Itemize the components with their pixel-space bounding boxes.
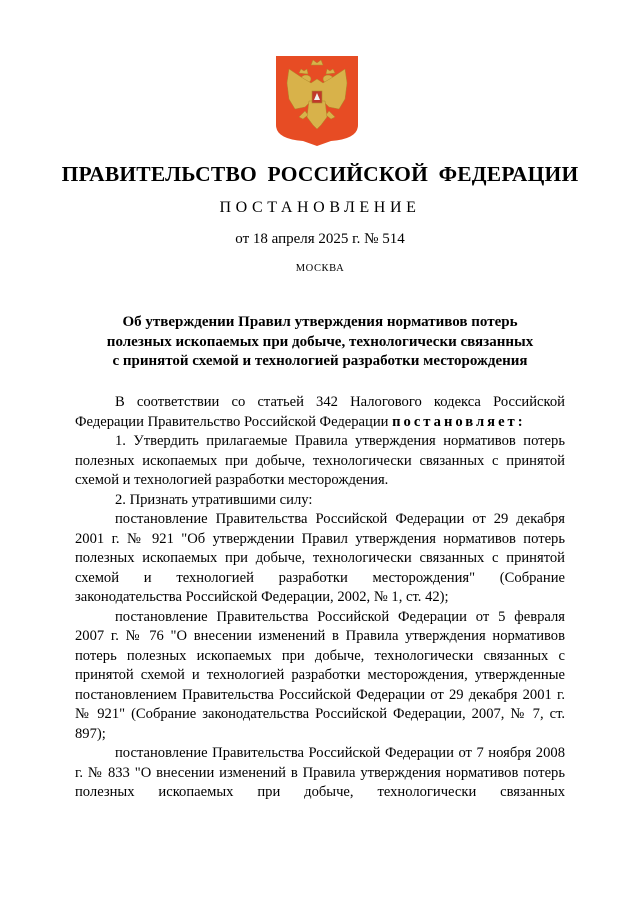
resolves-keyword: постановляет: — [392, 413, 526, 430]
document-body — [75, 393, 565, 803]
subject-line: Об утверждении Правил утверждения нормативов потерь — [122, 314, 518, 330]
government-title: ПРАВИТЕЛЬСТВО РОССИЙСКОЙ ФЕДЕРАЦИИ — [61, 162, 579, 186]
coat-of-arms-emblem — [275, 55, 359, 147]
repealed-act-3: постановление Правительства Российской Федерации от 7 ноября 2008 г. № 833 "О внесении изменений в Правила утверждения нормативов потерь полезных ископаемых при добыче, технологически связанных — [75, 745, 565, 800]
item-2-paragraph: 2. Признать утратившими силу: — [115, 491, 313, 508]
repealed-act-2: постановление Правительства Российской Федерации от 5 февраля 2007 г. № 76 "О внесении изменений в Правила утверждения нормативов потерь полезных ископаемых при добыче, технологически связанных с принятой схемой и технологией разработки месторождения, утвержденные постановлением Правительства Российской Федерации от 29 декабря 2001 г. № 921" (Собрание законодательства Российской Федерации, 2007, № 7, ст. 897); — [75, 608, 565, 742]
preamble-paragraph — [75, 393, 565, 432]
item-1-paragraph: 1. Утвердить прилагаемые Правила утверждения нормативов потерь полезных ископаемых при добыче, технологически связанных с принятой схемой и технологией разработки месторождения. — [75, 433, 565, 488]
document-subject — [80, 313, 560, 372]
preamble-text: В соответствии со статьей 342 Налогового кодекса Российской Федерации Правительство Российской Федерации — [75, 394, 565, 430]
russian-coat-of-arms-icon — [275, 55, 359, 147]
subject-line: с принятой схемой и технологией разработки месторождения — [112, 353, 528, 369]
document-date-number: от 18 апреля 2025 г. № 514 — [235, 231, 405, 247]
document-city: МОСКВА — [295, 263, 345, 274]
document-type: ПОСТАНОВЛЕНИЕ — [219, 199, 421, 216]
subject-line: полезных ископаемых при добыче, технологически связанных — [106, 333, 534, 350]
repealed-act-1: постановление Правительства Российской Федерации от 29 декабря 2001 г. № 921 "Об утверждении Правил утверждения нормативов потерь полезных ископаемых при добыче, технологически связанных с принятой схемой и технологией разработки месторождения" (Собрание законодательства Российской Федерации, 2002, № 1, ст. 42); — [75, 511, 565, 605]
